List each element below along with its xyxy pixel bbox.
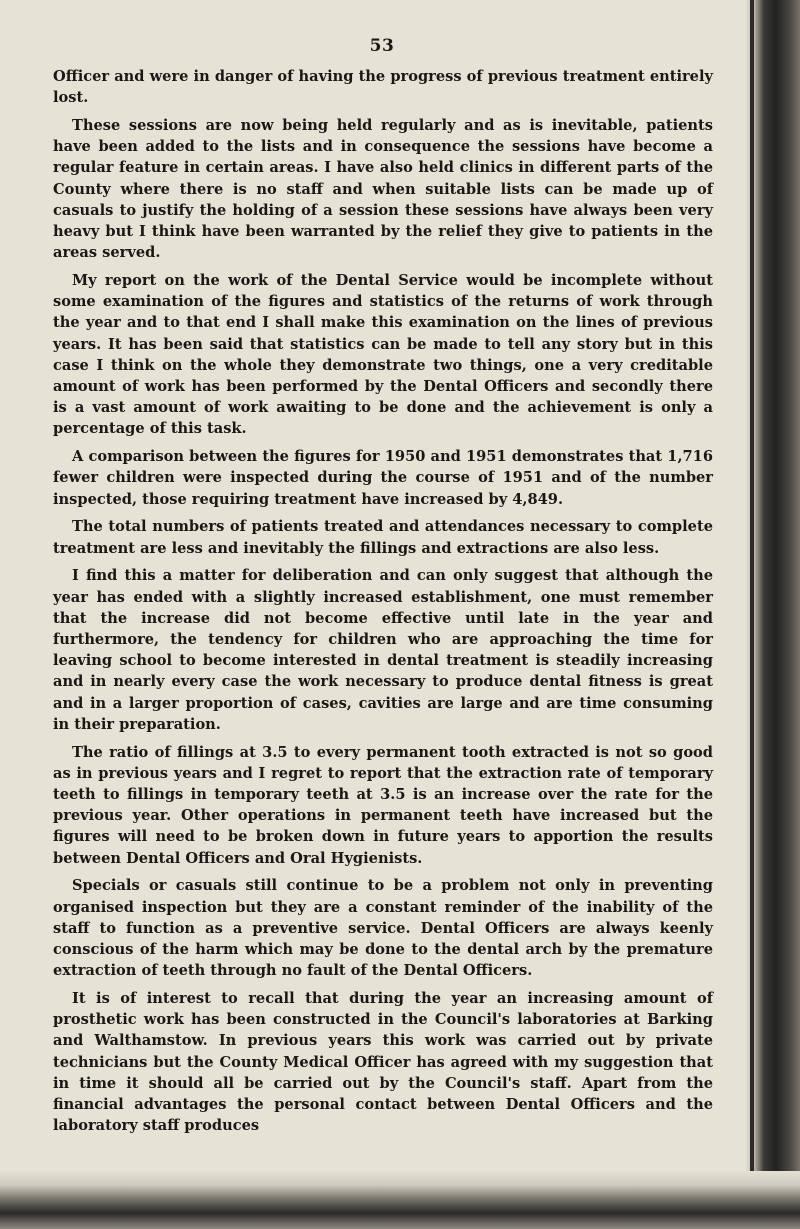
paragraph-specials: Specials or casuals still continue to be a problem not only in preventing organised inspection but they are a constant reminder of the inability of the staff to function as a preventive service. Dental Officers are always keenly conscious of the harm which may be done to the dental arch by the premature extraction of teeth through no fault of the Dental Officers. bbox=[53, 877, 713, 980]
paragraph-totals: The total numbers of patients treated and attendances necessary to complete treatment are less and inevitably the fillings and extractions are also less. bbox=[53, 518, 713, 557]
bottom-page-edge bbox=[0, 1171, 800, 1229]
paragraph-deliberation: I find this a matter for deliberation and can only suggest that although the year has ended with a slightly increased establishment, one must remember that the increase did not become effective until late in the year and furthermore, the tendency for children who are approaching the time for leaving school to become interested in dental treatment is steadily increasing and in nearly every case the work necessary to produce dental fitness is great and in a larger proportion of cases, cavities are large and are time consuming in their preparation. bbox=[53, 567, 713, 733]
paragraph-fillings-ratio: The ratio of fillings at 3.5 to every permanent tooth extracted is not so good as in previous years and I regret to report that the extraction rate of temporary teeth to fillings in temporary teeth at 3.5 is an increase over the rate for the previous year. Other operations in permanent teeth have increased but the figures will need to be broken down in future years to apportion the results between Dental Officers and Oral Hygienists. bbox=[53, 743, 713, 867]
paragraph-report-statistics: My report on the work of the Dental Service would be incomplete without some examination of the figures and statistics of the returns of work through the year and to that end I shall make this examination on the lines of previous years. It has been said that statistics can be made to tell any story but in this case I think on the whole they demonstrate two things, one a very creditable amount of work has been performed by the Dental Officers and secondly there is a vast amount of work awaiting to be done and the achievement is only a percentage of this task. bbox=[53, 272, 713, 438]
paragraph-comparison: A comparison between the figures for 1950 and 1951 demonstrates that 1,716 fewer children were inspected during the course of 1951 and of the number inspected, those requiring treatment have increased by 4,849. bbox=[53, 448, 713, 508]
paragraph-continued: Officer and were in danger of having the progress of previous treatment entirely lost. bbox=[53, 68, 713, 107]
page-number: 53 bbox=[369, 36, 395, 56]
binding-shadow-line bbox=[750, 0, 754, 1229]
body-text bbox=[53, 66, 713, 1143]
paragraph-prosthetic-work: It is of interest to recall that during the year an increasing amount of prosthetic work has been constructed in the Council's laboratories at Barking and Walthamstow. In previous years this work was carried out by private technicians but the County Medical Officer has agreed with my suggestion that in time it should all be carried out by the Council's staff. Apart from the financial advantages the personal contact between Dental Officers and the laboratory staff produces bbox=[53, 990, 713, 1135]
paragraph-sessions: These sessions are now being held regularly and as is inevitable, patients have been added to the lists and in consequence the sessions have become a regular feature in certain areas. I have also held clinics in different parts of the County where there is no staff and when suitable lists can be made up of casuals to justify the holding of a session these sessions have always been very heavy but I think have been warranted by the relief they give to patients in the areas served. bbox=[53, 117, 713, 262]
binding-edge bbox=[746, 0, 800, 1229]
